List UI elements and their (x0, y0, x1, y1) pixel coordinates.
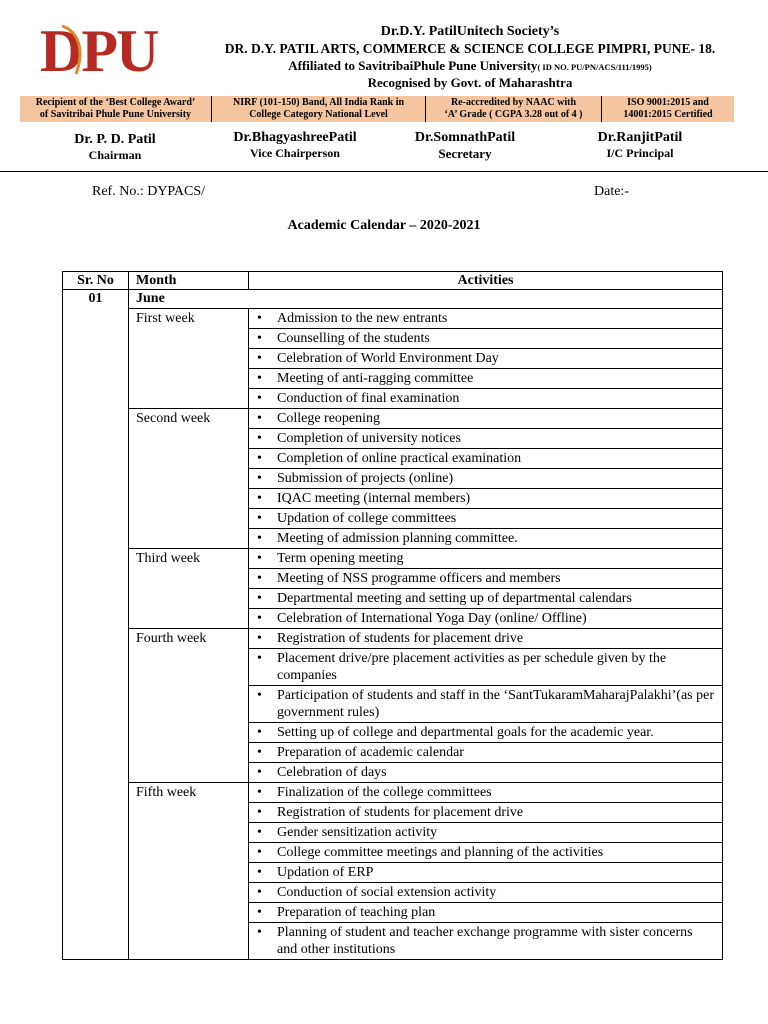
official-principal (580, 130, 700, 161)
list-item: • College committee meetings and planning of the activities (249, 843, 722, 863)
sr-no-cell: 01 (63, 290, 129, 960)
official-name: Dr.RanjitPatil (597, 130, 683, 145)
header-sr-no: Sr. No (63, 272, 129, 290)
page-title: Academic Calendar – 2020-2021 (287, 218, 481, 233)
list-item: • College reopening (249, 409, 722, 429)
list-item: • Counselling of the students (249, 329, 722, 349)
list-item: • Admission to the new entrants (249, 309, 722, 329)
official-role: I/C Principal (606, 146, 674, 160)
accolade-award: Recipient of the ‘Best College Award’ of Savitribai Phule Pune University (20, 96, 212, 122)
activity-list (249, 783, 722, 959)
activity-list (249, 409, 722, 548)
official-name: Dr.BhagyashreePatil (233, 130, 357, 145)
college-name: DR. D.Y. PATIL ARTS, COMMERCE & SCIENCE COLLEGE PIMPRI, PUNE- 18. (224, 41, 716, 56)
activities-cell (249, 629, 723, 783)
list-item: • Updation of ERP (249, 863, 722, 883)
list-item: • Term opening meeting (249, 549, 722, 569)
accolade-naac: Re-accredited by NAAC with ‘A’ Grade ( CGPA 3.28 out of 4 ) (426, 96, 602, 122)
list-item: • Meeting of admission planning committee. (249, 529, 722, 548)
list-item: • Conduction of social extension activity (249, 883, 722, 903)
official-secretary (400, 130, 530, 162)
list-item: • Registration of students for placement drive (249, 629, 722, 649)
accolades-band (20, 96, 734, 122)
list-item: • Completion of university notices (249, 429, 722, 449)
table-row (63, 309, 723, 409)
society-name: Dr.D.Y. PatilUnitech Society’s (380, 24, 560, 39)
list-item: • Meeting of anti-ragging committee (249, 369, 722, 389)
list-item: • IQAC meeting (internal members) (249, 489, 722, 509)
activity-list (249, 629, 722, 782)
accolade-nirf: NIRF (101-150) Band, All India Rank in College Category National Level (212, 96, 426, 122)
recognition-line: Recognised by Govt. of Maharashtra (367, 75, 573, 90)
table-row (63, 549, 723, 629)
activities-cell (249, 409, 723, 549)
week-cell: Fourth week (129, 629, 249, 783)
month-cell: June (129, 290, 723, 309)
week-cell: Second week (129, 409, 249, 549)
header-month: Month (129, 272, 249, 290)
date-field: Date:- (594, 184, 629, 199)
header-activities: Activities (249, 272, 723, 290)
table-row (63, 409, 723, 549)
list-item: • Celebration of days (249, 763, 722, 782)
official-name: Dr.SomnathPatil (414, 130, 516, 145)
week-cell: Third week (129, 549, 249, 629)
list-item: • Participation of students and staff in the ‘SantTukaramMaharajPalakhi’(as per government rules) (249, 686, 722, 723)
week-cell: Fifth week (129, 783, 249, 960)
calendar-table (62, 271, 723, 960)
list-item: • Meeting of NSS programme officers and members (249, 569, 722, 589)
table-row (63, 783, 723, 960)
affiliation-line (210, 58, 730, 74)
activity-list (249, 549, 722, 628)
list-item: • Updation of college committees (249, 509, 722, 529)
official-role: Vice Chairperson (250, 146, 340, 160)
list-item: • Finalization of the college committees (249, 783, 722, 803)
list-item: • Conduction of final examination (249, 389, 722, 408)
header-divider (0, 171, 768, 172)
list-item: • Registration of students for placement drive (249, 803, 722, 823)
reference-number: Ref. No.: DYPACS/ (92, 184, 206, 199)
list-item: • Planning of student and teacher exchange programme with sister concerns and other institutions (249, 923, 722, 959)
logo-text: DPU (40, 18, 158, 84)
table-row (63, 629, 723, 783)
college-logo (40, 18, 195, 84)
list-item: • Completion of online practical examination (249, 449, 722, 469)
list-item: • Placement drive/pre placement activities as per schedule given by the companies (249, 649, 722, 686)
list-item: • Setting up of college and departmental goals for the academic year. (249, 723, 722, 743)
activities-cell (249, 783, 723, 960)
week-cell: First week (129, 309, 249, 409)
activities-cell (249, 549, 723, 629)
affiliation-text: Affiliated to SavitribaiPhule Pune University (288, 58, 538, 73)
list-item: • Celebration of World Environment Day (249, 349, 722, 369)
list-item: • Preparation of teaching plan (249, 903, 722, 923)
logo-swoosh-icon (40, 22, 195, 80)
list-item: • Gender sensitization activity (249, 823, 722, 843)
list-item: • Celebration of International Yoga Day (online/ Offline) (249, 609, 722, 628)
list-item: • Departmental meeting and setting up of departmental calendars (249, 589, 722, 609)
affiliation-id: ( ID NO. PU/PN/ACS/111/1995) (537, 62, 652, 72)
table-row (63, 290, 723, 309)
official-role: Secretary (438, 146, 492, 161)
activities-cell (249, 309, 723, 409)
activity-list (249, 309, 722, 408)
list-item: • Submission of projects (online) (249, 469, 722, 489)
accolade-iso: ISO 9001:2015 and 14001:2015 Certified (623, 97, 713, 120)
official-role: Chairman (88, 148, 142, 162)
official-vice-chairperson (215, 130, 375, 161)
official-chairman (55, 132, 175, 163)
list-item: • Preparation of academic calendar (249, 743, 722, 763)
official-name: Dr. P. D. Patil (74, 132, 156, 147)
table-header-row (63, 272, 723, 290)
